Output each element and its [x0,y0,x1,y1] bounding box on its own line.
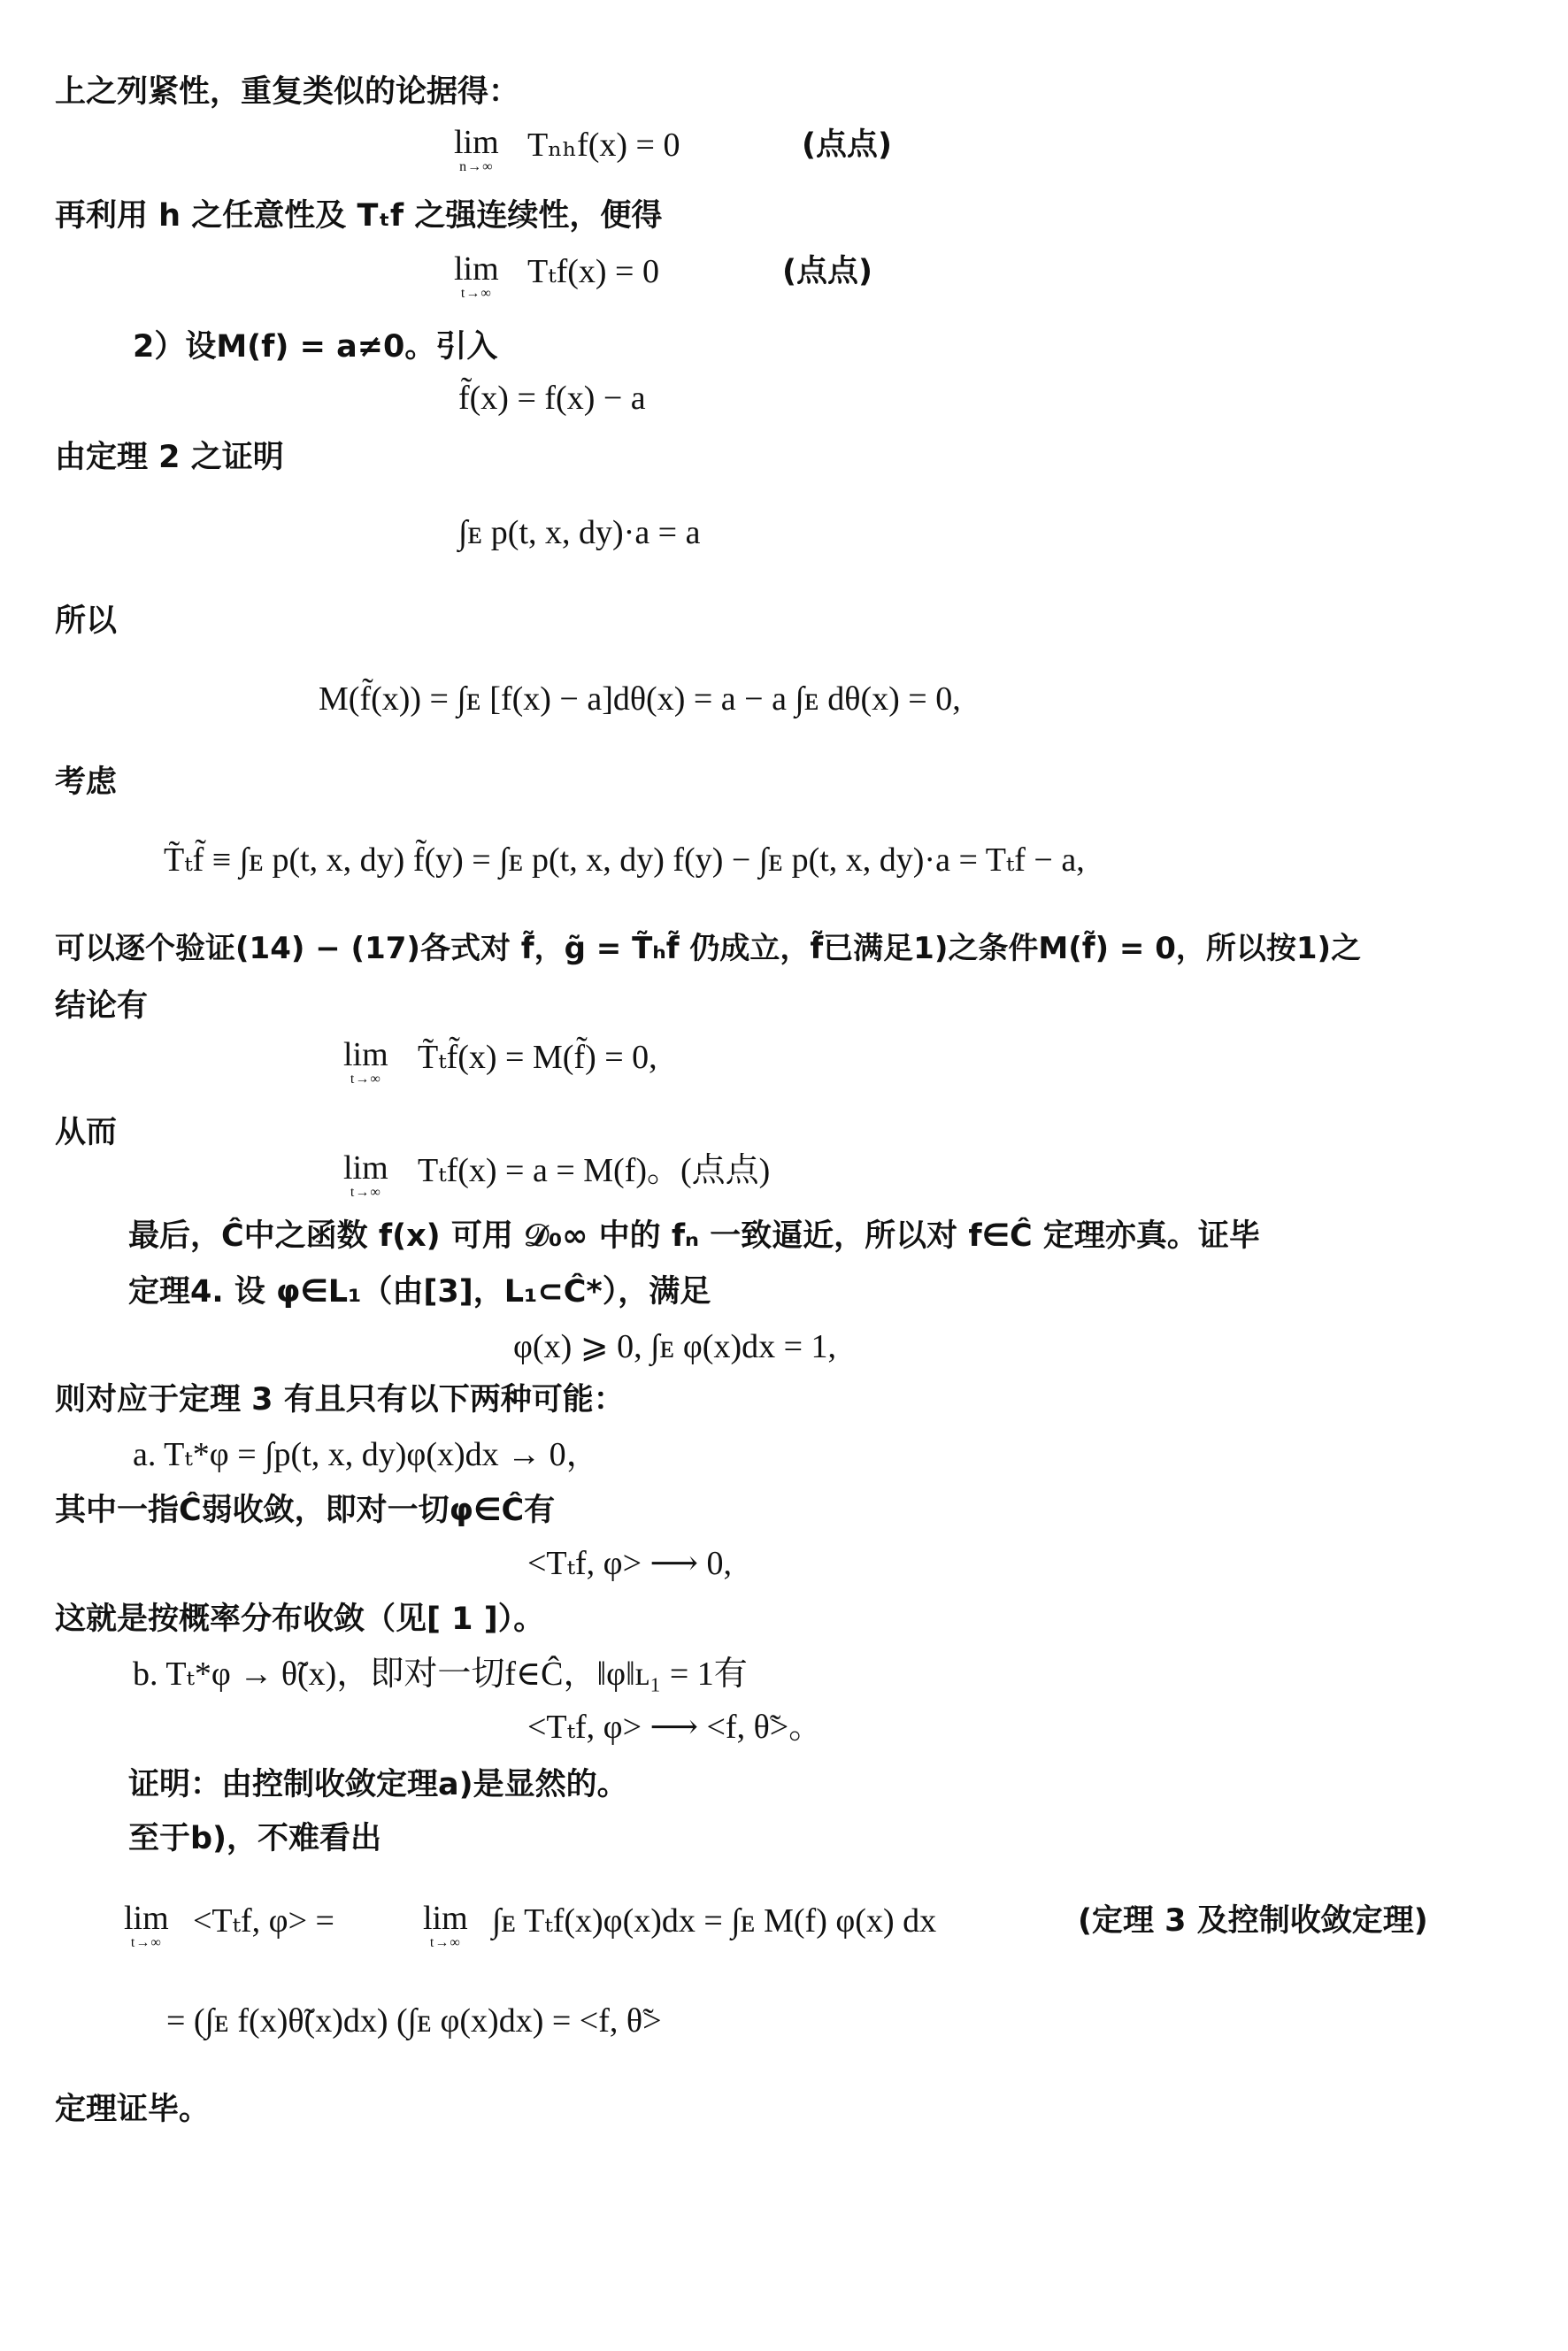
equation-convergence-b: <Tₜf, φ> ⟶ <f, θ̃>。 [527,1709,823,1746]
equation-limit-tt: Tₜf(x) = 0 [527,253,659,290]
lim-word: lim [343,1149,388,1187]
text-line-18: 最后，Ĉ中之函数 f(x) 可用 𝒟₀∞ 中的 fₙ 一致逼近，所以对 f∈Ĉ 定理亦真。证毕 [128,1218,1260,1254]
limit-t-3 [343,1150,388,1200]
lim-subscript: n→∞ [459,159,494,174]
text-line-9: 所以 [55,603,118,639]
text-line-5: 2）设M(f) = a≠0。引入 [133,329,498,365]
text-line-21: 则对应于定理 3 有且只有以下两种可能： [55,1382,625,1418]
equation-limit-tnh: Tₙₕf(x) = 0 [527,127,680,164]
equation-f-tilde: f̃(x) = f(x) − a [458,380,646,417]
text-line-23: 其中一指Ĉ弱收敛，即对一切φ∈Ĉ有 [55,1493,556,1528]
equation-note-theorem3: (定理 3 及控制收敛定理) [1078,1903,1428,1939]
equation-consider: T̃ₜf̃ ≡ ∫ᴇ p(t, x, dy) f̃(y) = ∫ᴇ p(t, x, dy) f(y) − ∫ᴇ p(t, x, dy)·a = Tₜf − a, [164,841,1085,879]
equation-final-1a: <Tₜf, φ> = [193,1902,334,1940]
text-line-1: 上之列紧性，重复类似的论据得： [55,74,520,110]
lim-subscript: t→∞ [429,1935,461,1950]
equation-limit-t-tilde: T̃ₜf̃(x) = M(f̃) = 0, [418,1039,657,1076]
lim-subscript: t→∞ [350,1185,381,1200]
lim-subscript: t→∞ [350,1072,381,1087]
text-line-29: 至于b)，不难看出 [128,1821,382,1856]
equation-phi-conditions: φ(x) ⩾ 0, ∫ᴇ φ(x)dx = 1, [513,1328,837,1365]
text-line-19: 定理4. 设 φ∈L₁（由[3]，L₁⊂Ĉ*），满足 [128,1274,711,1310]
limit-t-5 [423,1901,468,1950]
equation-weak-convergence: <Tₜf, φ> ⟶ 0, [527,1545,733,1582]
equation-integral-a: ∫ᴇ p(t, x, dy)·a = a [458,514,701,551]
lim-subscript: t→∞ [460,286,492,301]
limit-t-4 [124,1901,169,1950]
limit-t-1 [454,251,499,301]
text-line-3: 再利用 h 之任意性及 Tₜf 之强连续性，便得 [55,198,663,234]
limit-n [454,125,499,174]
equation-note-pointwise-2: (点点) [782,254,872,289]
text-line-7: 由定理 2 之证明 [55,440,284,475]
text-line-25: 这就是按概率分布收敛（见[ 1 ]）。 [55,1602,545,1637]
text-line-14: 结论有 [55,988,149,1024]
text-line-28: 证明：由控制收敛定理a)是显然的。 [128,1767,628,1802]
lim-word: lim [454,250,499,288]
text-line-22: a. Tₜ*φ = ∫p(t, x, dy)φ(x)dx → 0， [133,1436,600,1473]
equation-limit-result: Tₜf(x) = a = M(f)。(点点) [418,1152,771,1189]
lim-word: lim [343,1036,388,1073]
equation-note-pointwise-1: (点点) [802,127,892,163]
equation-final-1b: ∫ᴇ Tₜf(x)φ(x)dx = ∫ᴇ M(f) φ(x) dx [492,1902,937,1940]
text-line-13: 可以逐个验证(14) − (17)各式对 f̃，g̃ = T̃ₕf̃ 仍成立，f̃已满足1)之条件M(f̃) = 0，所以按1)之 [55,931,1362,966]
lim-word: lim [124,1900,169,1937]
equation-final-2: = (∫ᴇ f(x)θ̃(x)dx) (∫ᴇ φ(x)dx) = <f, θ̃> [166,2002,662,2040]
lim-word: lim [423,1900,468,1937]
limit-t-2 [343,1037,388,1087]
text-line-16: 从而 [55,1115,118,1150]
text-line-32: 定理证毕。 [55,2092,211,2127]
lim-subscript: t→∞ [130,1935,162,1950]
equation-mean-f-tilde: M(f̃(x)) = ∫ᴇ [f(x) − a]dθ(x) = a − a ∫ᴇ dθ(x) = 0, [319,680,961,718]
text-line-11: 考虑 [55,764,118,800]
lim-word: lim [454,124,499,161]
text-line-26: b. Tₜ*φ → θ̃(x)，即对一切f∈Ĉ，‖φ‖ʟ₁ = 1有 [133,1656,748,1693]
